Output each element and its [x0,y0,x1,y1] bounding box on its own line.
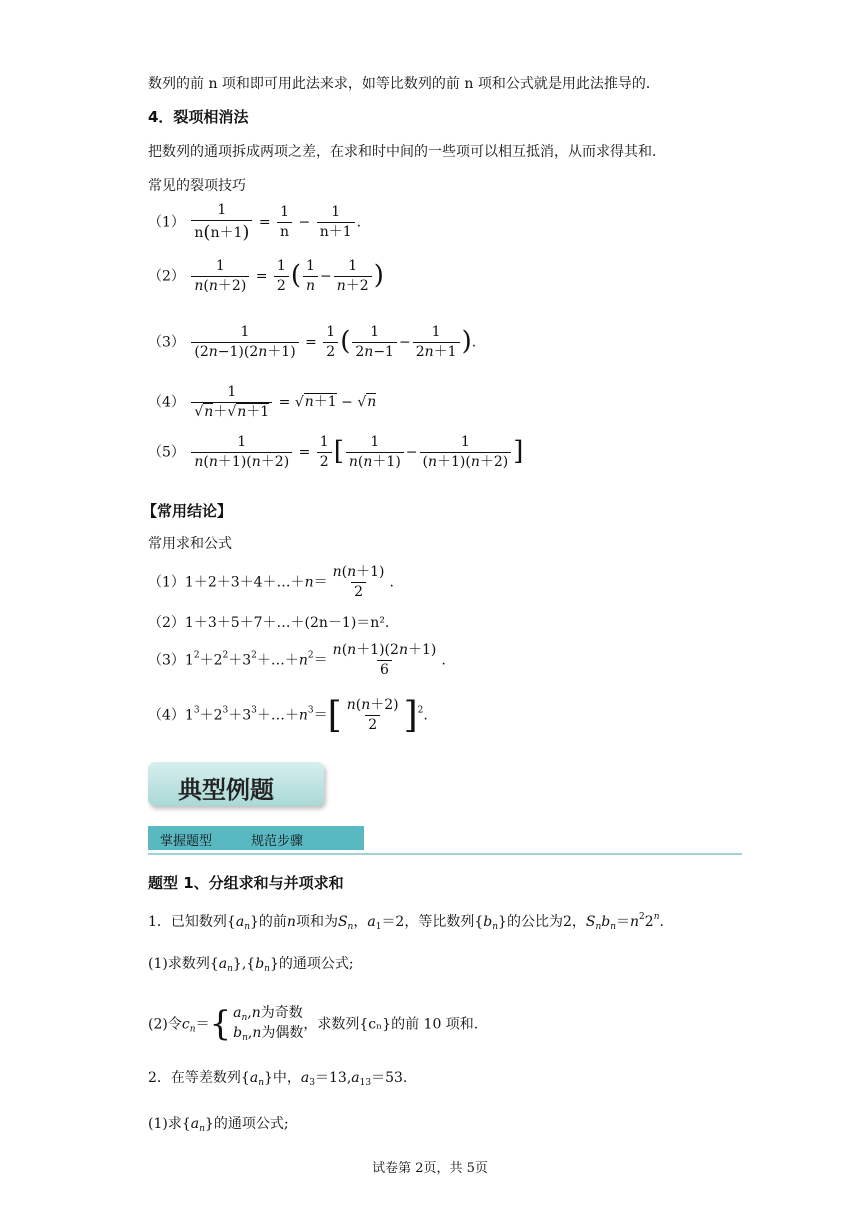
banner-subheading-bar [148,826,364,850]
fraction: $\frac{1}{n(n+1)}$ [191,202,252,243]
conclusions-subtitle: 常用求和公式 [148,536,232,552]
fraction: $\frac{1}{n(n+1)(n+2)}$ [191,434,292,471]
question-1-part-1: (1)求数列$\{a_n\},\{b_n\}$的通项公式; [148,956,354,974]
subheading-master-types: 掌握题型 [160,834,213,849]
piecewise-definition: { $a_n,n$为奇数 $b_n,n$为偶数 [209,1004,304,1044]
formula-label: （4） [148,707,185,724]
fraction: $\frac{1}{2n+1}$ [413,324,460,361]
formula-label: （4） [148,394,185,411]
formula-label: （5） [148,444,185,461]
split-formula-3: （3） $\frac{1}{(2n-1)(2n+1)}$ = $\frac{1}{2}$ ( $\frac{1}{2n-1}$ − $\frac{1}{2n+1}$ ). [148,324,477,360]
fraction: $\frac{n(n+2)}{2}$ [346,697,399,734]
formula-label: （2） [148,615,185,631]
fraction: $\frac{1}{n}$ [303,258,318,295]
fraction: $\frac{1}{2}$ [323,324,338,361]
formula-label: （3） [148,652,185,669]
split-formula-5: （5） $\frac{1}{n(n+1)(n+2)}$ = $\frac{1}{2}$ [ $\frac{1}{n(n+1)}$ − $\frac{1}{(n+1)(n+2)}$ ] [148,434,524,470]
fraction: $\frac{1}{n(n+2)}$ [191,258,249,295]
fraction: $\frac{1}{n(n+1)}$ [346,434,404,471]
question-1-stem: 1．已知数列$\{a_n\}$的前n项和为$S_n$，$a_1=2$，等比数列$\{b_n\}$的公比为2，$S_nb_n=n^22^n$. [148,912,664,932]
split-formula-4: （4） $\frac{1}{√n+√n+1}$ = √n＋1 − √n [148,384,377,420]
fraction: $\frac{n(n+1)}{2}$ [332,564,385,600]
formula-label: （3） [148,334,185,351]
sum-formula-1: （1）1＋2＋3＋4＋…＋n＝ $\frac{n(n+1)}{2}$ . [148,564,394,600]
subheading-standard-steps: 规范步骤 [251,834,304,849]
question-number: 2． [148,1070,171,1086]
question-2-part-1: (1)求$\{a_n\}$的通项公式; [148,1116,289,1134]
question-number: 1． [148,914,171,930]
type-1-title: 题型 1、分组求和与并项求和 [148,874,344,892]
formula-label: （2） [148,268,185,285]
typical-examples-banner [148,762,324,806]
divider-line [148,853,742,855]
fraction: $\frac{1}{(n+1)(n+2)}$ [420,434,512,471]
part-label: (1) [148,1116,168,1132]
sum-formula-4: $(4)1^3+2^3+3^3+\dots+n^3=$[ $\frac{n(n+2)}{2}$ ]$^2$. [148,695,428,736]
formula-label: （1） [148,574,185,591]
fraction: $\frac{1}{√n+√n+1}$ [191,384,272,421]
part-2-text: 求数列{cₙ}的前 10 项和. [317,1016,479,1033]
part-label: (2) [148,1016,168,1033]
intro-line [148,76,660,93]
part-label: (1) [148,956,168,972]
split-formula-2: （2） $\frac{1}{n(n+2)}$ = $\frac{1}{2}$ ( $\frac{1}{n}$ − $\frac{1}{n+2}$ ) [148,258,384,294]
formula-text: 1＋3＋5＋7＋…＋(2n－1)＝n². [184,615,390,631]
section-4-description: 把数列的通项拆成两项之差，在求和时中间的一些项可以相互抵消，从而求得其和． [148,144,666,160]
fraction: $\frac{1}{2}$ [317,434,332,471]
formula-label: （1） [148,214,185,231]
section-4-title: 4．裂项相消法 [148,108,249,126]
sum-formula-2 [148,615,389,632]
fraction: $\frac{n(n+1)(2n+1)}{6}$ [332,642,437,678]
question-1-part-2: (2)令$c_n=$ { $a_n,n$为奇数 $b_n,n$为偶数 ，求数列{cₙ}的前 10 项和. [148,1004,479,1044]
fraction: $\frac{1}{n+2}$ [334,258,372,295]
question-2-stem: 2．在等差数列$\{a_n\}$中，$a_3=13,a_{13}=53$. [148,1070,408,1088]
page-footer: 试卷第 2页，共 5页 [372,1161,488,1176]
fraction: $\frac{1}{n}$ [277,204,292,241]
fraction: $\frac{1}{(2n-1)(2n+1)}$ [191,324,298,361]
section-4-subtitle: 常见的裂项技巧 [148,178,246,194]
intro-text: 数列的前 n 项和即可用此法来求，如等比数列的前 n 项和公式就是用此法推导的． [148,76,660,92]
banner-title: 典型例题 [178,776,274,804]
fraction: $\frac{1}{2n-1}$ [352,324,397,361]
fraction: $\frac{1}{2}$ [274,258,289,295]
split-formula-1: （1） $\frac{1}{n(n+1)}$ = $\frac{1}{n}$ − $\frac{1}{n+1}$ . [148,202,362,243]
sum-formula-3: $(3)1^2+2^2+3^2+\dots+n^2=$ $\frac{n(n+1)(2n+1)}{6}$ . [148,642,446,678]
fraction: $\frac{1}{n+1}$ [317,204,355,241]
conclusions-title: 【常用结论】 [142,502,233,520]
